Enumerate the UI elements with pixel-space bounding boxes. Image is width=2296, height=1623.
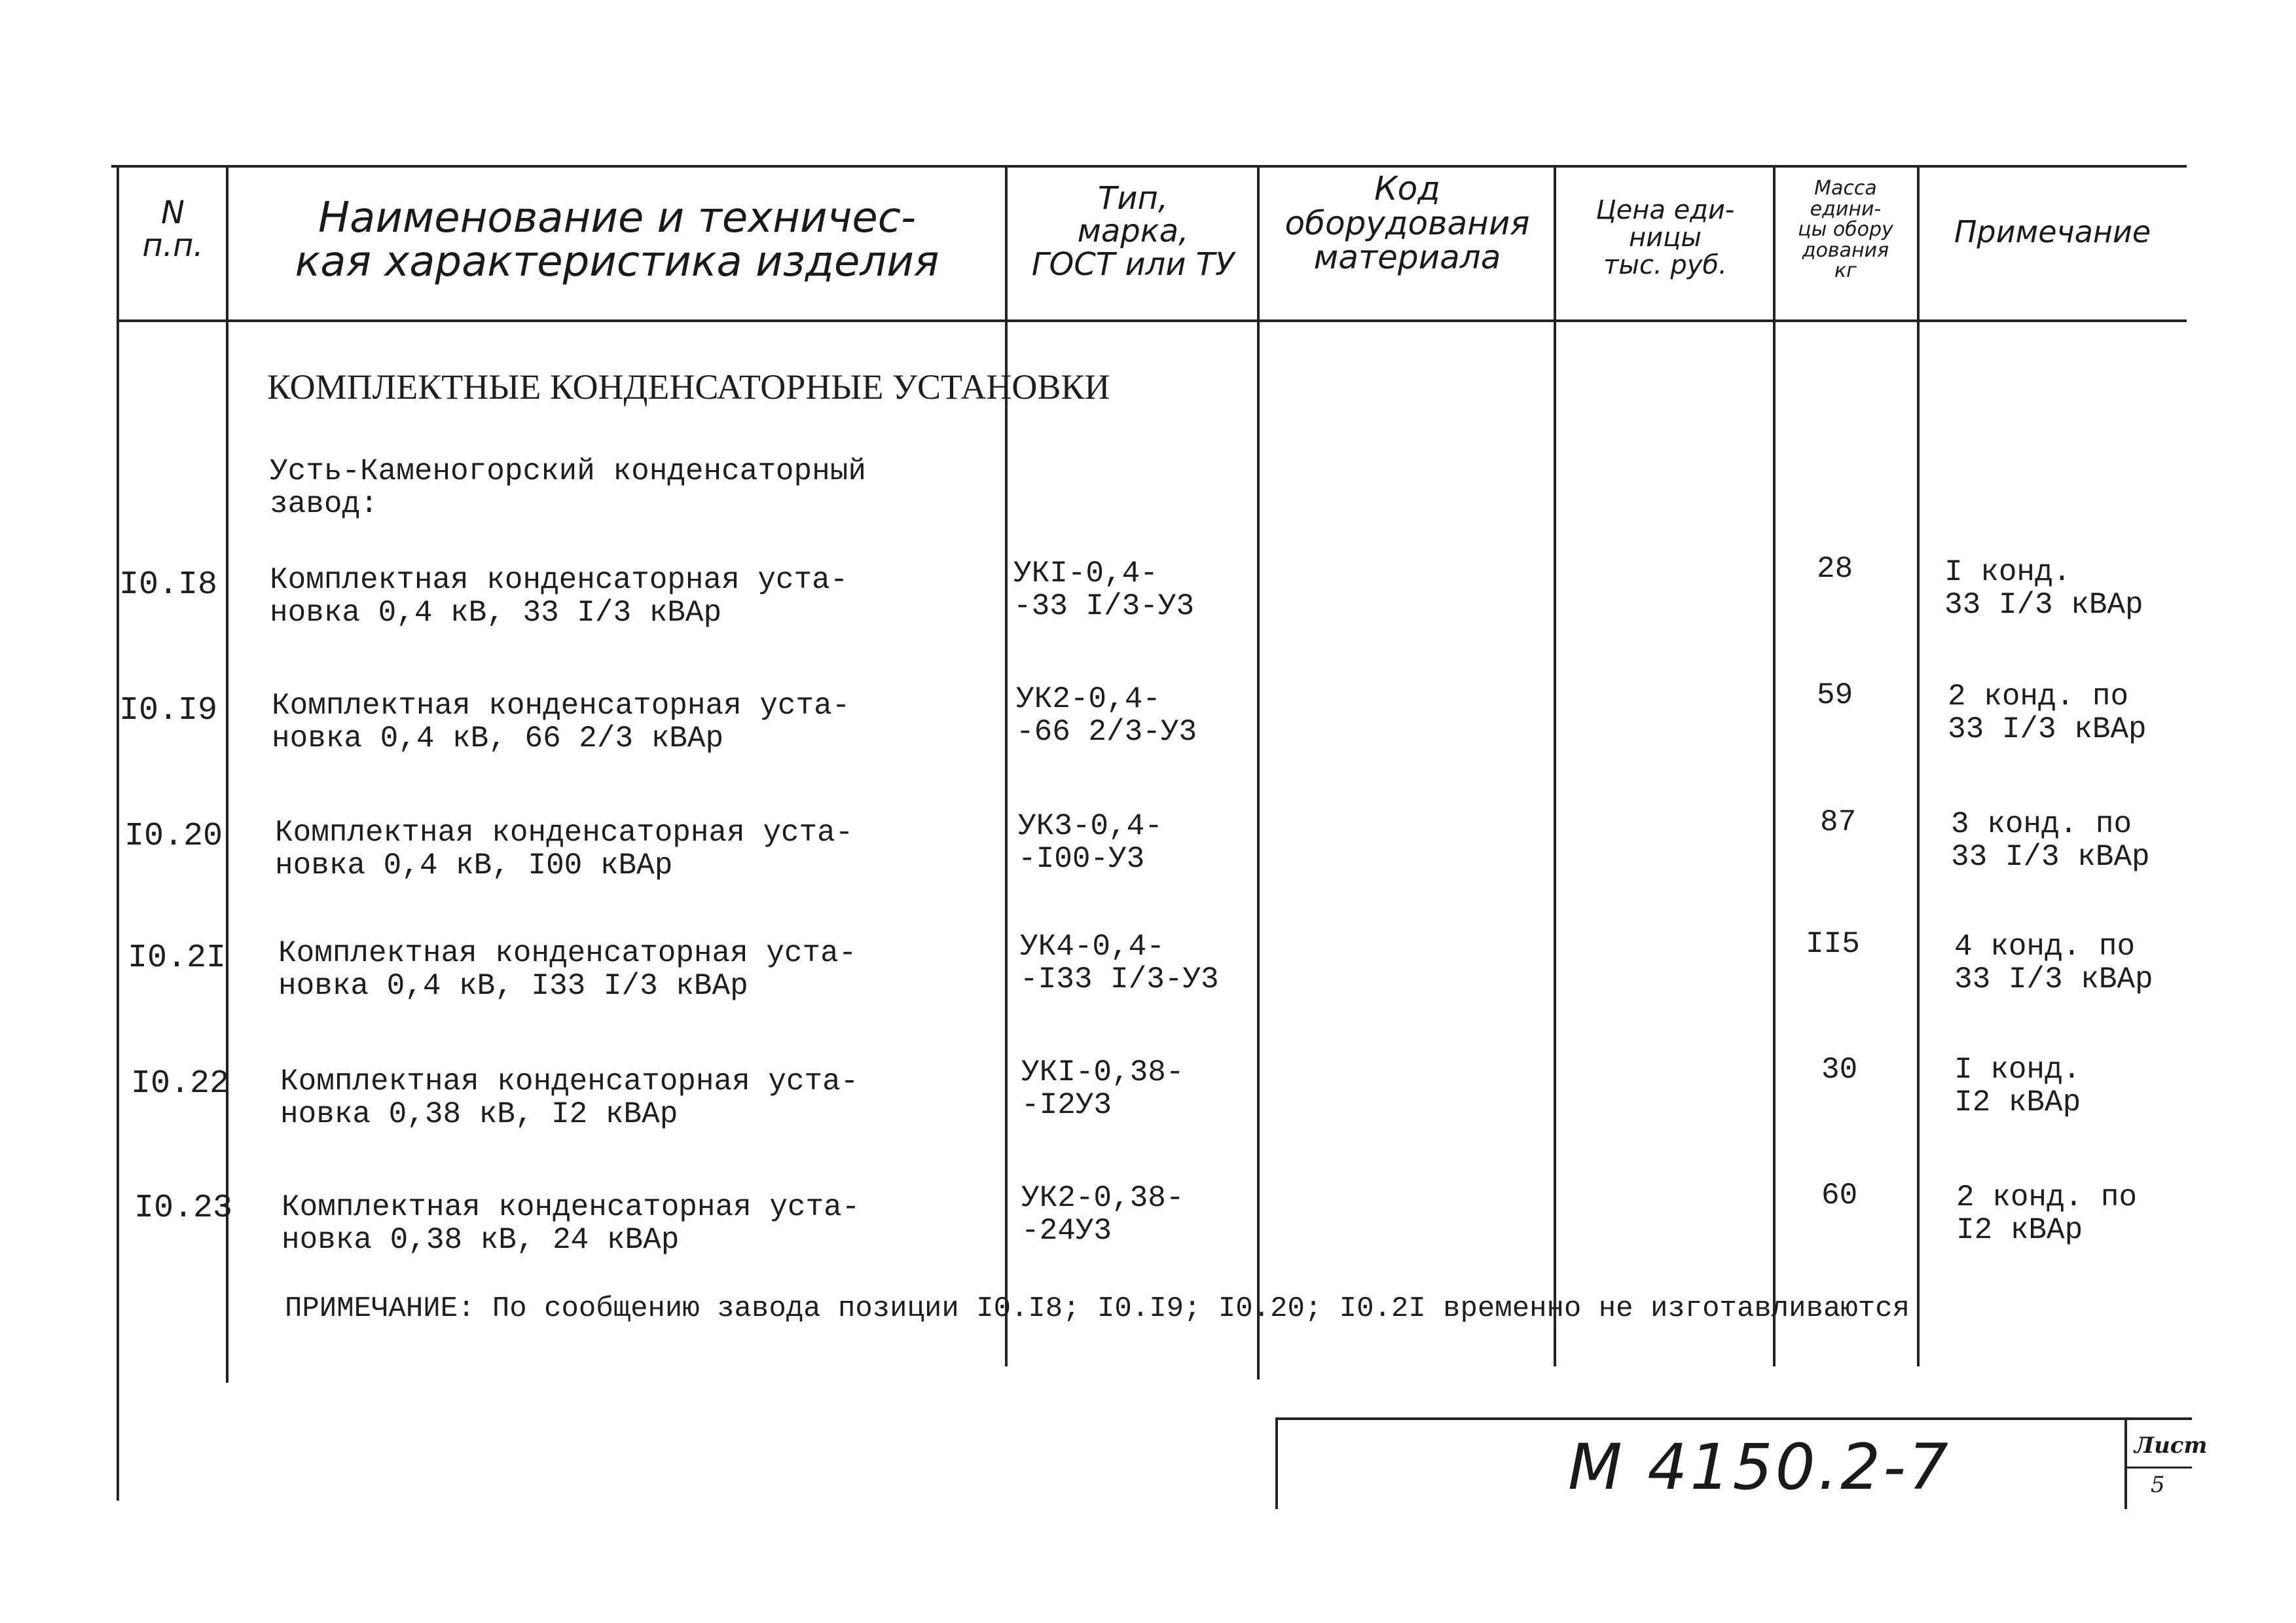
row-type-line-1: УК2-0,4- — [1016, 682, 1161, 716]
row-note-line-2: I2 кВАр — [1954, 1085, 2081, 1120]
row-note-line-1: 2 конд. по — [1956, 1180, 2138, 1214]
row-note-line-2: 33 I/3 кВАр — [1954, 962, 2153, 996]
row-num: I0.I9 — [119, 692, 218, 729]
row-mass: II5 — [1806, 927, 1860, 961]
col-divider-price — [1773, 165, 1776, 1366]
header-col-name: Наименование и техничес- кая характеристика изделия — [295, 194, 939, 287]
row-note-line-2: 33 I/3 кВАр — [1951, 840, 2150, 874]
row-name-line-2: новка 0,4 кВ, I33 I/3 кВАр — [278, 969, 748, 1003]
stamp-sheet-line — [2124, 1467, 2192, 1468]
manufacturer-line-1: Усть-Каменогорский конденсаторный — [270, 454, 866, 488]
stamp-left-border — [1275, 1417, 1278, 1509]
row-note-line-1: I конд. — [1944, 555, 2071, 589]
header-col-price: Цена еди- ницы тыс. руб. — [1595, 195, 1735, 280]
sheet-label: Лист — [2134, 1432, 2208, 1459]
header-col-code: Код оборудования материала — [1285, 170, 1530, 276]
left-border — [117, 165, 119, 1501]
row-name-line-1: Комплектная конденсаторная уста- — [272, 689, 850, 723]
section-title: КОМПЛЕКТНЫЕ КОНДЕНСАТОРНЫЕ УСТАНОВКИ — [267, 367, 1110, 407]
row-num: I0.22 — [131, 1065, 230, 1103]
row-name-line-2: новка 0,4 кВ, I00 кВАр — [275, 848, 673, 883]
row-type-line-1: УКI-0,4- — [1013, 556, 1158, 591]
row-name-line-2: новка 0,38 кВ, 24 кВАр — [282, 1223, 680, 1257]
col-divider-type — [1257, 165, 1260, 1379]
row-note-line-1: 2 конд. по — [1948, 680, 2129, 714]
row-type-line-2: -24У3 — [1021, 1214, 1112, 1248]
row-name-line-1: Комплектная конденсаторная уста- — [280, 1065, 859, 1099]
row-mass: 87 — [1820, 805, 1857, 839]
row-mass: 28 — [1817, 552, 1853, 586]
sheet-number: 5 — [2151, 1472, 2165, 1498]
row-note-line-2: I2 кВАр — [1956, 1213, 2083, 1247]
stamp-sheet-divider — [2124, 1417, 2127, 1509]
row-name-line-1: Комплектная конденсаторная уста- — [270, 563, 848, 597]
row-note-line-2: 33 I/3 кВАр — [1948, 712, 2147, 746]
footnote: ПРИМЕЧАНИЕ: По сообщению завода позиции I0.I8; I0.I9; I0.20; I0.2I временно не изготавливаются — [285, 1292, 1910, 1325]
manufacturer-line-2: завод: — [270, 487, 378, 521]
row-num: I0.I8 — [119, 566, 218, 604]
row-type-line-2: -I00-У3 — [1018, 842, 1145, 876]
row-type-line-2: -I2У3 — [1021, 1088, 1112, 1122]
header-bottom-border — [117, 319, 2187, 322]
row-name-line-1: Комплектная конденсаторная уста- — [278, 936, 857, 970]
row-note-line-1: 4 конд. по — [1954, 930, 2136, 964]
row-mass: 30 — [1821, 1053, 1858, 1087]
row-type-line-1: УКI-0,38- — [1021, 1055, 1184, 1089]
row-type-line-1: УК4-0,4- — [1020, 930, 1165, 964]
table-top-border — [111, 165, 2187, 168]
header-col-type: Тип, марка, ГОСТ или ТУ — [1031, 180, 1235, 283]
stamp-top-border — [1275, 1417, 2192, 1420]
row-name-line-1: Комплектная конденсаторная уста- — [282, 1190, 860, 1224]
header-col-note: Примечание — [1954, 214, 2151, 249]
row-mass: 59 — [1817, 678, 1853, 712]
row-name-line-2: новка 0,38 кВ, I2 кВАр — [280, 1097, 678, 1131]
row-type-line-2: -I33 I/3-У3 — [1020, 962, 1219, 996]
row-name-line-1: Комплектная конденсаторная уста- — [275, 816, 854, 850]
row-type-line-1: УК3-0,4- — [1018, 809, 1163, 843]
row-note-line-2: 33 I/3 кВАр — [1944, 588, 2143, 622]
row-num: I0.20 — [124, 818, 223, 855]
row-num: I0.2I — [128, 939, 227, 977]
row-note-line-1: I конд. — [1954, 1053, 2081, 1087]
row-type-line-2: -66 2/3-У3 — [1016, 715, 1197, 749]
document-number: М 4150.2-7 — [1568, 1431, 1951, 1504]
row-name-line-2: новка 0,4 кВ, 66 2/3 кВАр — [272, 721, 724, 756]
col-divider-mass — [1917, 165, 1920, 1366]
row-name-line-2: новка 0,4 кВ, 33 I/3 кВАр — [270, 596, 722, 630]
row-note-line-1: 3 конд. по — [1951, 807, 2132, 841]
header-col-mass: Масса едини- цы обору дования кг — [1798, 177, 1893, 282]
header-col-num: N п.п. — [142, 194, 204, 264]
col-divider-code — [1554, 165, 1556, 1366]
row-type-line-1: УК2-0,38- — [1021, 1181, 1184, 1215]
row-mass: 60 — [1821, 1178, 1858, 1213]
row-num: I0.23 — [134, 1190, 233, 1227]
row-type-line-2: -33 I/3-У3 — [1013, 589, 1195, 623]
col-divider-name — [1005, 165, 1008, 1366]
